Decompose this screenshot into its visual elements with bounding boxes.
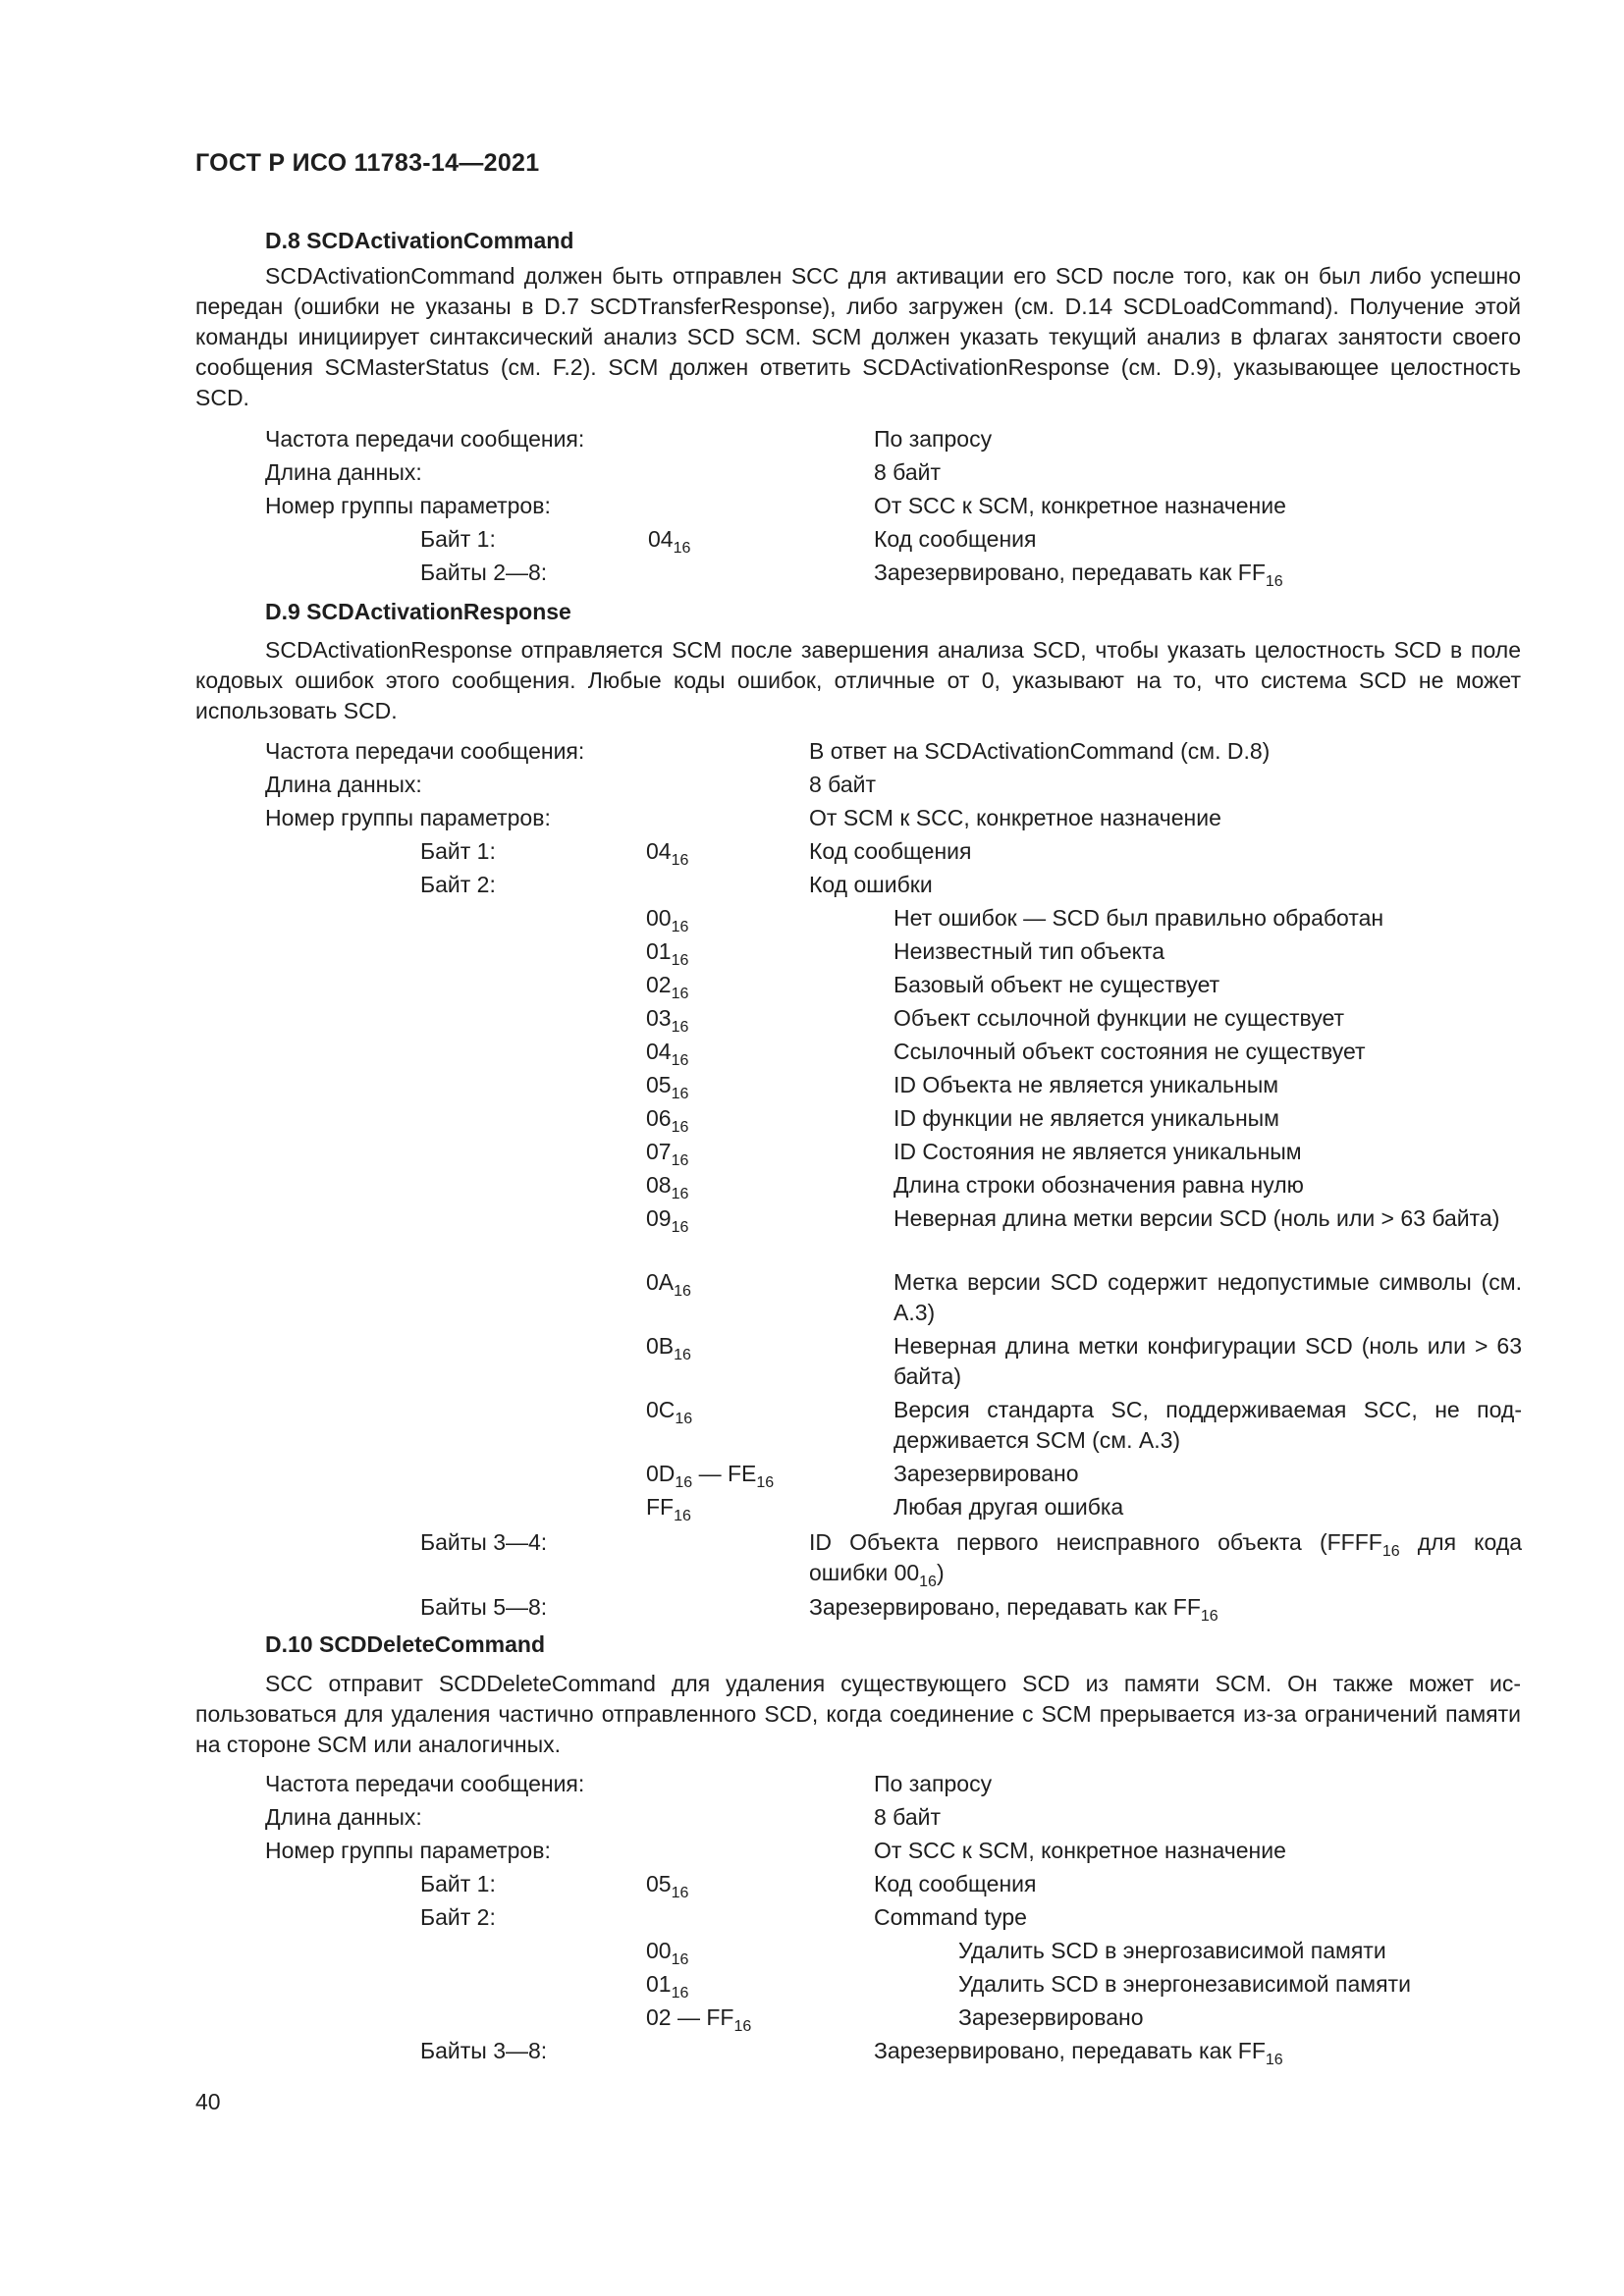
document-header: ГОСТ Р ИСО 11783-14—2021 <box>195 149 540 177</box>
freq-value: По запросу <box>874 426 993 452</box>
byte-label: Байты 3—8: <box>420 2038 548 2063</box>
error-code: $05_{16}$ <box>646 1072 689 1102</box>
error-description: Объект ссылочной функции не существует <box>893 1005 1345 1031</box>
freq-label: Частота передачи сообщения: <box>265 738 585 764</box>
pgn-label: Номер группы параметров: <box>265 1838 551 1863</box>
length-value: 8 байт <box>809 772 877 797</box>
byte-description: Зарезервировано, передавать как $FF_{16}$ <box>874 560 1283 590</box>
pgn-value: От SCM к SCC, конкретное назначение <box>809 805 1221 830</box>
error-code: $04_{16}$ <box>646 1039 689 1069</box>
pgn-value: От SCC к SCM, конкретное назначение <box>874 1838 1286 1863</box>
section-heading-d9: D.9 SCDActivationResponse <box>265 599 571 624</box>
error-description: Ссылочный объект состояния не существует <box>893 1039 1366 1064</box>
length-value: 8 байт <box>874 1804 942 1830</box>
byte-code: $04_{16}$ <box>648 526 691 557</box>
byte-label: Байт 1: <box>420 526 496 552</box>
error-code: $06_{16}$ <box>646 1105 689 1136</box>
length-label: Длина данных: <box>265 459 422 485</box>
error-description: Неверная длина метки конфигурации SCD (ноль или > 63 байта) <box>893 1333 1522 1389</box>
error-description: Нет ошибок — SCD был правильно обработан <box>893 905 1384 931</box>
error-code-range: $0D_{16}$ — $FE_{16}$ <box>646 1461 775 1491</box>
error-description: ID Состояния не является уникальным <box>893 1139 1302 1164</box>
section-heading-d8: D.8 SCDActivationCommand <box>265 228 574 253</box>
length-label: Длина данных: <box>265 1804 422 1830</box>
error-description: Базовый объект не существует <box>893 972 1220 997</box>
pgn-label: Номер группы параметров: <box>265 493 551 518</box>
error-code: $07_{16}$ <box>646 1139 689 1169</box>
byte-description: Код сообщения <box>874 1871 1037 1896</box>
section-paragraph-d10: SCC отправит SCDDeleteCommand для удаления существующего SCD из памяти SCM. Он также может использоваться для удаления частично отправленного SCD, когда соединение с SCM прерывается из-за ограничений памяти на стороне SCM или аналогичных. <box>195 1671 1521 1757</box>
section-heading-d10: D.10 SCDDeleteCommand <box>265 1631 546 1657</box>
page-number: 40 <box>195 2089 221 2114</box>
command-code: $01_{16}$ <box>646 1971 689 2002</box>
command-description: Удалить SCD в энергозависимой памяти <box>958 1938 1386 1963</box>
byte-description: Код сообщения <box>809 838 972 864</box>
error-code: $01_{16}$ <box>646 938 689 969</box>
command-description: Удалить SCD в энергонезависимой памяти <box>958 1971 1411 1997</box>
byte-description: Код ошибки <box>809 872 933 897</box>
byte-description: Command type <box>874 1904 1027 1930</box>
byte-label: Байт 2: <box>420 1904 496 1930</box>
error-code: $02_{16}$ <box>646 972 689 1002</box>
error-description: Версия стандарта SC, поддерживаемая SCC, не поддерживается SCM (см. A.3) <box>893 1397 1522 1453</box>
error-description: Длина строки обозначения равна нулю <box>893 1172 1304 1198</box>
byte-label: Байты 5—8: <box>420 1594 548 1620</box>
length-label: Длина данных: <box>265 772 422 797</box>
freq-value: По запросу <box>874 1771 993 1796</box>
error-code: $FF_{16}$ <box>646 1494 691 1524</box>
byte-label: Байты 2—8: <box>420 560 548 585</box>
byte-description: ID Объекта первого неисправного объекта ($FFFF_{16}$ для кода ошибки $00_{16}$) <box>809 1529 1522 1590</box>
command-description: Зарезервировано <box>958 2004 1144 2030</box>
error-code: $0A_{16}$ <box>646 1269 691 1300</box>
error-description: Метка версии SCD содержит недопустимые символы (см. A.3) <box>893 1269 1522 1325</box>
freq-label: Частота передачи сообщения: <box>265 1771 585 1796</box>
pgn-label: Номер группы параметров: <box>265 805 551 830</box>
error-code: $0B_{16}$ <box>646 1333 691 1363</box>
error-code: $09_{16}$ <box>646 1205 689 1236</box>
byte-description: Код сообщения <box>874 526 1037 552</box>
byte-label: Байт 2: <box>420 872 496 897</box>
command-code-range: 02 — $FF_{16}$ <box>646 2004 752 2035</box>
error-description: Любая другая ошибка <box>893 1494 1124 1520</box>
freq-value: В ответ на SCDActivationCommand (см. D.8) <box>809 738 1271 764</box>
byte-description: Зарезервировано, передавать как $FF_{16}$ <box>809 1594 1218 1625</box>
byte-label: Байты 3—4: <box>420 1529 548 1555</box>
section-paragraph-d9: SCDActivationResponse отправляется SCM после завершения анализа SCD, чтобы указать целостность SCD в поле кодовых ошибок этого сообщения. Любые коды ошибок, отличные от 0, указывают на то, что система SCD не может использовать SCD. <box>195 637 1521 723</box>
pgn-value: От SCC к SCM, конкретное назначение <box>874 493 1286 518</box>
command-code: $00_{16}$ <box>646 1938 689 1968</box>
error-description: ID функции не является уникальным <box>893 1105 1279 1131</box>
error-description: Неверная длина метки версии SCD (ноль или > 63 байта) <box>893 1205 1500 1231</box>
byte-label: Байт 1: <box>420 838 496 864</box>
byte-code: $05_{16}$ <box>646 1871 689 1901</box>
freq-label: Частота передачи сообщения: <box>265 426 585 452</box>
error-code: $0C_{16}$ <box>646 1397 693 1427</box>
byte-description: Зарезервировано, передавать как $FF_{16}$ <box>874 2038 1283 2068</box>
error-description: ID Объекта не является уникальным <box>893 1072 1279 1097</box>
error-description: Зарезервировано <box>893 1461 1079 1486</box>
error-description: Неизвестный тип объекта <box>893 938 1165 964</box>
section-paragraph-d8: SCDActivationCommand должен быть отправлен SCC для активации его SCD после того, как он был либо успешно передан (ошибки не указаны в D.7 SCDTransferResponse), либо загружен (см. D.14 SCDLoadCommand). Получение этой команды инициирует синтаксический анализ SCD SCM. SCM должен указать текущий анализ в флагах занятости своего сообщения SCMasterStatus (см. F.2). SCM должен ответить SCDActivationResponse (см. D.9), указывающее целостность SCD. <box>195 263 1521 410</box>
error-code: $08_{16}$ <box>646 1172 689 1202</box>
length-value: 8 байт <box>874 459 942 485</box>
byte-label: Байт 1: <box>420 1871 496 1896</box>
error-code: $00_{16}$ <box>646 905 689 935</box>
byte-code: $04_{16}$ <box>646 838 689 869</box>
error-code: $03_{16}$ <box>646 1005 689 1036</box>
